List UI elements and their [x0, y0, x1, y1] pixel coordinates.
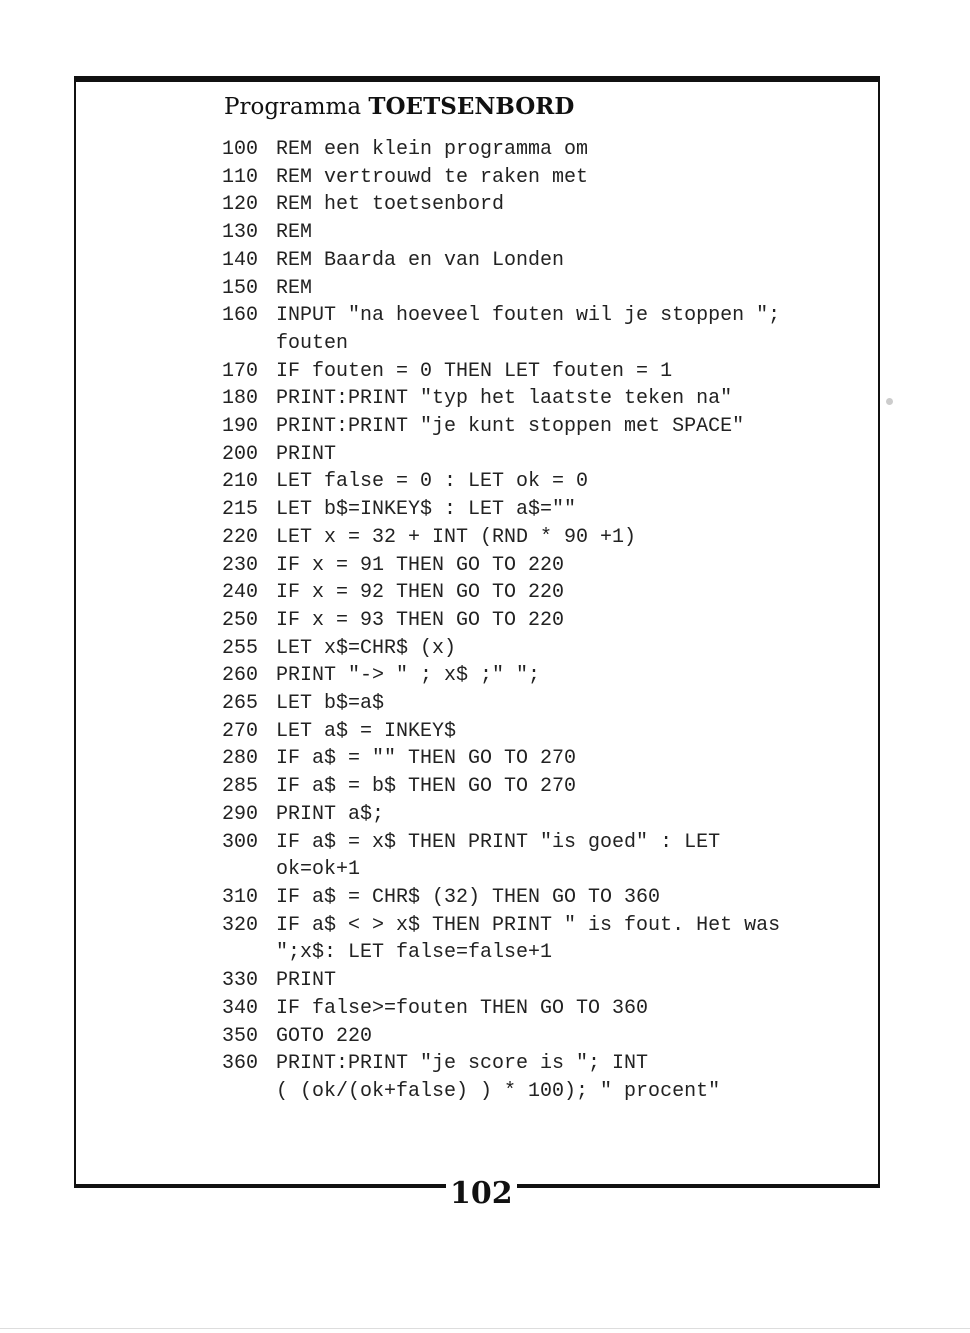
code-line — [222, 496, 852, 524]
code-line — [222, 579, 852, 607]
line-code: PRINT "-> " ; x$ ;" "; — [276, 664, 541, 688]
line-number: 330 — [222, 969, 259, 993]
line-code: IF a$ = x$ THEN PRINT "is goed" : LET — [276, 830, 721, 854]
line-code: PRINT:PRINT "je kunt stoppen met SPACE" — [276, 415, 745, 439]
code-line — [222, 302, 852, 330]
code-line — [222, 358, 852, 386]
line-code: REM een klein programma om — [276, 138, 589, 161]
line-number: 340 — [222, 996, 259, 1020]
code-line — [222, 330, 852, 358]
line-number: 265 — [222, 692, 259, 716]
line-code: PRINT — [276, 969, 337, 993]
line-number: 260 — [222, 664, 259, 688]
line-code: PRINT — [276, 442, 337, 466]
basic-listing — [222, 136, 852, 1106]
line-number — [222, 330, 276, 358]
line-code: LET b$=a$ — [276, 692, 385, 716]
line-number: 200 — [222, 442, 259, 466]
code-line — [222, 552, 852, 580]
line-code: ";x$: LET false=false+1 — [276, 941, 553, 965]
line-code: GOTO 220 — [276, 1024, 373, 1048]
line-code: IF a$ = b$ THEN GO TO 270 — [276, 775, 577, 799]
line-code: LET b$=INKEY$ : LET a$="" — [276, 498, 577, 522]
code-line — [222, 995, 852, 1023]
line-code: REM het toetsenbord — [276, 193, 505, 217]
line-number: 255 — [222, 636, 259, 660]
line-code: IF a$ < > x$ THEN PRINT " is fout. Het was — [276, 913, 781, 937]
code-line — [222, 219, 852, 247]
code-line — [222, 635, 852, 663]
line-number: 210 — [222, 470, 259, 494]
page-number: 102 — [446, 1176, 517, 1211]
line-number: 150 — [222, 276, 259, 300]
code-line — [222, 662, 852, 690]
line-number: 350 — [222, 1024, 259, 1048]
line-code: ( (ok/(ok+false) ) * 100); " procent" — [276, 1079, 721, 1103]
scan-edge-line — [0, 1328, 970, 1329]
line-number — [222, 1078, 276, 1106]
code-line — [222, 247, 852, 275]
page-title — [224, 93, 574, 120]
code-line — [222, 967, 852, 995]
code-line — [222, 413, 852, 441]
code-line — [222, 385, 852, 413]
line-code: IF x = 91 THEN GO TO 220 — [276, 553, 565, 577]
code-line — [222, 607, 852, 635]
code-line — [222, 1023, 852, 1051]
line-number: 130 — [222, 221, 259, 245]
line-number: 110 — [222, 165, 259, 189]
line-code: IF x = 92 THEN GO TO 220 — [276, 581, 565, 605]
line-code: LET x$=CHR$ (x) — [276, 636, 457, 660]
line-number: 270 — [222, 719, 259, 743]
code-line — [222, 191, 852, 219]
code-line — [222, 829, 852, 857]
line-number — [222, 939, 276, 967]
line-code: REM vertrouwd te raken met — [276, 165, 589, 189]
line-code: PRINT:PRINT "typ het laatste teken na" — [276, 387, 733, 411]
code-line — [222, 468, 852, 496]
line-code: IF x = 93 THEN GO TO 220 — [276, 608, 565, 632]
line-number: 160 — [222, 304, 259, 328]
line-number: 240 — [222, 581, 259, 605]
line-code: IF false>=fouten THEN GO TO 360 — [276, 996, 649, 1020]
line-code: ok=ok+1 — [276, 858, 361, 882]
line-number: 285 — [222, 775, 259, 799]
line-number: 280 — [222, 747, 259, 771]
code-line — [222, 884, 852, 912]
code-line — [222, 441, 852, 469]
code-line — [222, 718, 852, 746]
line-code: LET false = 0 : LET ok = 0 — [276, 470, 589, 494]
line-code: LET x = 32 + INT (RND * 90 +1) — [276, 525, 637, 549]
code-line — [222, 1050, 852, 1078]
line-code: REM — [276, 276, 313, 300]
line-number: 140 — [222, 248, 259, 272]
title-program-name: TOETSENBORD — [368, 93, 575, 120]
code-line — [222, 690, 852, 718]
line-number: 190 — [222, 415, 259, 439]
code-line — [222, 856, 852, 884]
code-line — [222, 745, 852, 773]
line-number: 250 — [222, 608, 259, 632]
line-code: PRINT a$; — [276, 802, 385, 826]
line-number — [222, 856, 276, 884]
line-number: 230 — [222, 553, 259, 577]
title-prefix: Programma — [224, 94, 362, 120]
line-number: 220 — [222, 525, 259, 549]
line-code: fouten — [276, 331, 349, 355]
line-code: PRINT:PRINT "je score is "; INT — [276, 1052, 649, 1076]
code-line — [222, 801, 852, 829]
code-line — [222, 275, 852, 303]
code-line — [222, 136, 852, 164]
line-number: 300 — [222, 830, 259, 854]
code-line — [222, 912, 852, 940]
code-line — [222, 939, 852, 967]
line-code: REM — [276, 221, 313, 245]
line-code: IF fouten = 0 THEN LET fouten = 1 — [276, 359, 673, 383]
line-code: IF a$ = CHR$ (32) THEN GO TO 360 — [276, 885, 661, 909]
line-number: 310 — [222, 885, 259, 909]
line-number: 215 — [222, 498, 259, 522]
line-number: 180 — [222, 387, 259, 411]
line-number: 120 — [222, 193, 259, 217]
line-code: LET a$ = INKEY$ — [276, 719, 457, 743]
code-line — [222, 773, 852, 801]
line-code: IF a$ = "" THEN GO TO 270 — [276, 747, 577, 771]
line-number: 170 — [222, 359, 259, 383]
line-number: 100 — [222, 138, 259, 161]
code-line — [222, 524, 852, 552]
code-line — [222, 164, 852, 192]
code-line — [222, 1078, 852, 1106]
line-number: 290 — [222, 802, 259, 826]
line-number: 320 — [222, 913, 259, 937]
line-number: 360 — [222, 1052, 259, 1076]
line-code: INPUT "na hoeveel fouten wil je stoppen "; — [276, 304, 781, 328]
line-code: REM Baarda en van Londen — [276, 248, 565, 272]
scan-speck — [886, 398, 893, 405]
